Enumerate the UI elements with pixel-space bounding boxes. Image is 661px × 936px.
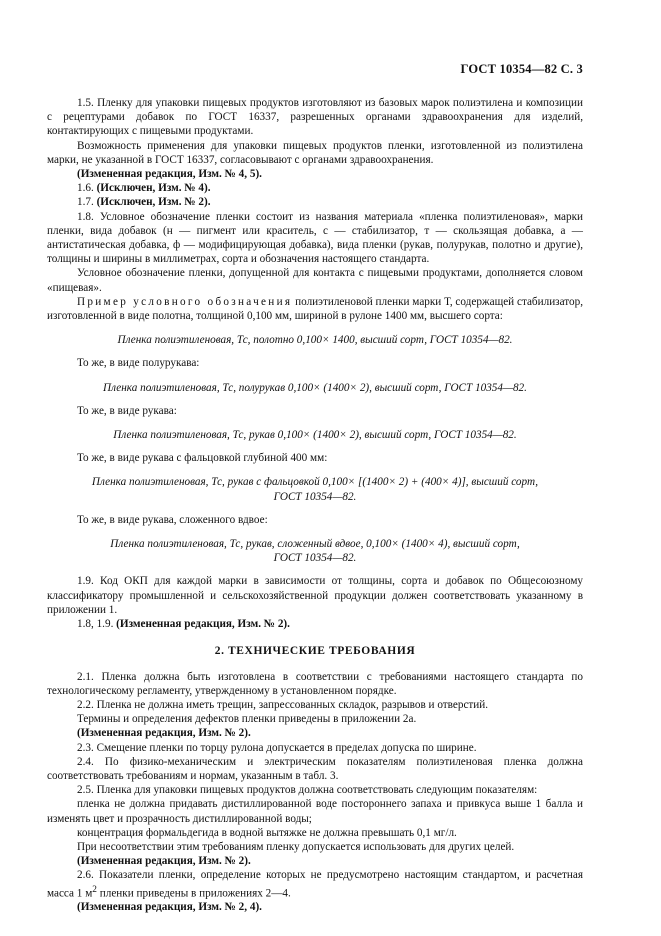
document-body [47, 96, 583, 915]
designation-example-2: Пленка полиэтиленовая, Тс, полурукав 0,100× (1400× 2), высший сорт, ГОСТ 10354—82. [103, 381, 527, 394]
paragraph-2-6 [47, 868, 583, 900]
paragraph-2-5-a: пленка не должна придавать дистиллированной воде постороннего запаха и привкуса выше 1 балла и изменять цвет и прозрачность дистиллированной воды; [47, 798, 583, 825]
paragraph-text: Код ОКП для каждой марки в зависимости от толщины, сорта и добавок по Общесоюзному классификатору промышленной и сельскохозяйственной продукции должен соответствовать указанному в приложении 1. [47, 575, 583, 616]
example-label: Пример условного обозначения [77, 295, 293, 308]
example-line: ГОСТ 10354—82. [273, 490, 357, 503]
same-sleeve-doubled: То же, в виде рукава, сложенного вдвое: [77, 513, 268, 526]
same-half-sleeve: То же, в виде полурукава: [77, 357, 200, 370]
paragraph-1-8-b: Условное обозначение пленки, допущенной для контакта с пищевыми продуктами, дополняется словом «пищевая». [47, 267, 583, 294]
paragraph-2-3: 2.3. Смещение пленки по торцу рулона допускается в пределах допуска по ширине. [77, 741, 477, 754]
paragraph-2-4: 2.4. По физико-механическим и электрическим показателям полиэтиленовая пленка должна соответствовать требованиям и нормам, указанным в табл. 3. [47, 755, 583, 782]
paragraph-1-6 [47, 181, 583, 195]
paragraph-text: Условное обозначение пленки состоит из названия материала «пленка полиэтиленовая», марки пленки, вида добавок (н — пигмент или краситель, с — стабилизатор, т — скользящая добавка, а — антистатическая добавка, ф — модифицирующая добавка), вида пленки (рукав, полурукав, полотно и другие), толщины и ширины в миллиметрах, сорта и обозначения настоящего стандарта. [47, 210, 584, 266]
clause-number: 1.9. [77, 575, 94, 588]
example-text: полиэтиленовой пленки марки Т, содержащей стабилизатор, изготовленной в виде полотна, толщиной 0,100 мм, шириной в рулоне 1400 мм, высшего сорта: [47, 295, 584, 323]
paragraph-2-5-c: При несоответствии этим требованиям пленку допускается использовать для других целей. [77, 840, 515, 853]
superscript: 2 [92, 884, 97, 895]
same-sleeve-folded-edge: То же, в виде рукава с фальцовкой глубиной 400 мм: [77, 452, 328, 465]
paragraph-1-8 [47, 210, 583, 267]
example-line: Пленка полиэтиленовая, Тс, рукав, сложенный вдвое, 0,100× (1400× 4), высший сорт, [110, 538, 520, 551]
amendment-text: (Измененная редакция, Изм. № 2). [116, 618, 290, 631]
amendment-note: (Измененная редакция, Изм. № 2, 4). [77, 901, 262, 914]
paragraph-text: 2.6. Показатели пленки, определение которых не предусмотрено настоящим стандартом, и расчетная масса 1 м [47, 869, 583, 900]
amendment-note-1-8-1-9 [47, 617, 583, 631]
excluded-note: (Исключен, Изм. № 4). [96, 182, 211, 195]
clause-number: 1.8, 1.9. [77, 618, 114, 631]
amendment-note: (Измененная редакция, Изм. № 2). [77, 727, 251, 740]
paragraph-2-1: 2.1. Пленка должна быть изготовлена в соответствии с требованиями настоящего стандарта по технологическому регламенту, утвержденному в установленном порядке. [47, 670, 583, 697]
section-heading: 2. ТЕХНИЧЕСКИЕ ТРЕБОВАНИЯ [214, 645, 416, 658]
paragraph-text: пленки приведены в приложениях 2—4. [96, 887, 291, 900]
paragraph-2-5-b: концентрация формальдегида в водной вытяжке не должна превышать 0,1 мг/л. [77, 826, 457, 839]
designation-example-3: Пленка полиэтиленовая, Тс, рукав 0,100× (1400× 2), высший сорт, ГОСТ 10354—82. [113, 429, 517, 442]
amendment-note: (Измененная редакция, Изм. № 2). [77, 855, 251, 868]
page-header: ГОСТ 10354—82 С. 3 [460, 62, 583, 76]
paragraph-2-2-b: Термины и определения дефектов пленки приведены в приложении 2а. [77, 713, 417, 726]
paragraph-1-9 [47, 574, 583, 617]
designation-example-5 [47, 537, 583, 565]
designation-example-1: Пленка полиэтиленовая, Тс, полотно 0,100× 1400, высший сорт, ГОСТ 10354—82. [117, 334, 513, 347]
clause-number: 1.5. [77, 97, 94, 109]
excluded-note: (Исключен, Изм. № 2). [96, 196, 211, 209]
designation-example-4 [47, 475, 583, 503]
clause-number: 1.8. [77, 210, 94, 223]
paragraph-2-5: 2.5. Пленка для упаковки пищевых продуктов должна соответствовать следующим показателям: [77, 784, 538, 797]
example-line: Пленка полиэтиленовая, Тс, рукав с фальцовкой 0,100× [(1400× 2) + (400× 4)], высший сорт, [91, 476, 539, 489]
paragraph-1-5-b: Возможность применения для упаковки пищевых продуктов пленки, изготовленной из полиэтилена марки, не указанной в ГОСТ 16337, согласовывают с органами здравоохранения. [47, 139, 583, 166]
paragraph-1-7 [47, 195, 583, 209]
example-line: ГОСТ 10354—82. [273, 552, 357, 565]
clause-number: 1.7. [77, 196, 94, 209]
same-sleeve: То же, в виде рукава: [77, 404, 177, 417]
amendment-note: (Измененная редакция, Изм. № 4, 5). [77, 168, 262, 181]
clause-number: 1.6. [77, 182, 94, 195]
paragraph-2-2: 2.2. Пленка не должна иметь трещин, запрессованных складок, разрывов и отверстий. [77, 698, 489, 711]
example-intro [47, 295, 583, 323]
paragraph-1-5 [47, 96, 583, 139]
paragraph-text: Пленку для упаковки пищевых продуктов изготовляют из базовых марок полиэтилена и композиции с рецептурами добавок по ГОСТ 16337, разрешенных органами здравоохранения для изделий, контактирующих с пищевыми продуктами. [47, 97, 583, 138]
